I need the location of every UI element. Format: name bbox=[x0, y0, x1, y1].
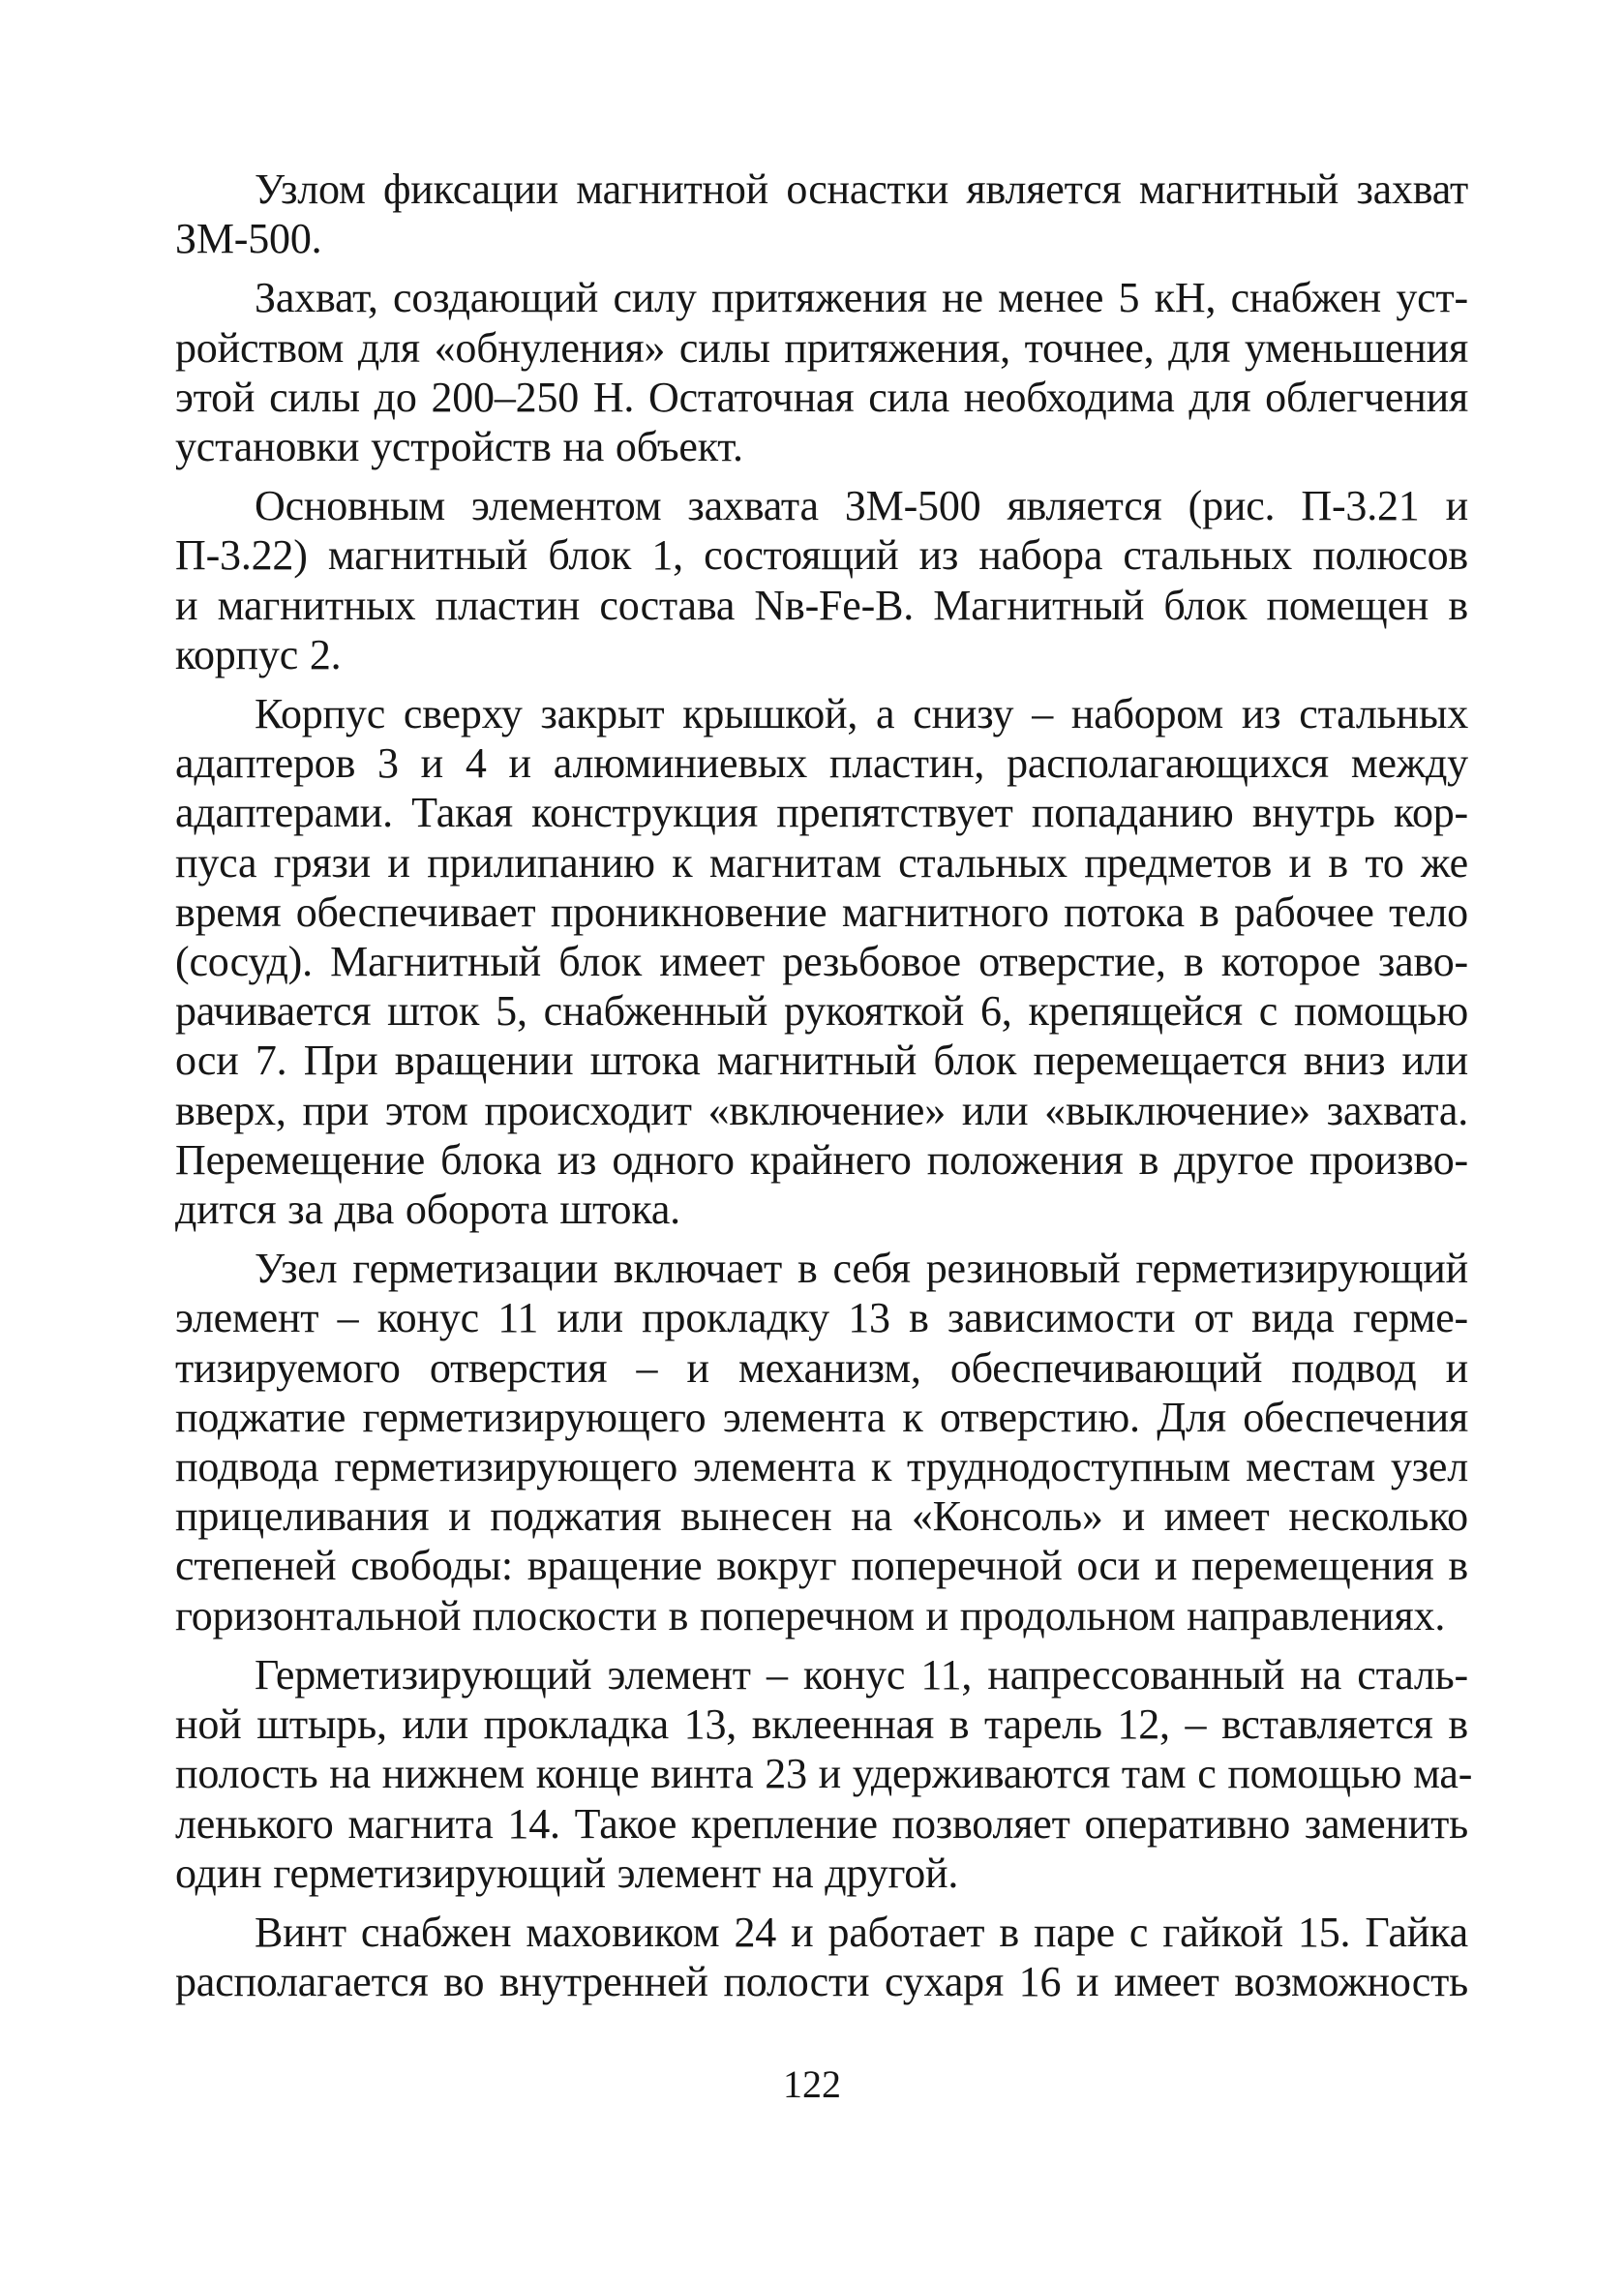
text-line: ЗМ-500. bbox=[175, 215, 322, 263]
text-line: Корпус сверху закрыт крышкой, а снизу – набором из стальных bbox=[255, 690, 1468, 738]
paragraph bbox=[175, 1244, 1468, 1640]
text-line: степеней свободы: вращение вокруг поперечной оси и перемещения в bbox=[175, 1542, 1468, 1590]
text-line: подвода герметизирующего элемента к труднодоступным местам узел bbox=[175, 1443, 1468, 1491]
text-line: оси 7. При вращении штока магнитный блок перемещается вниз или bbox=[175, 1037, 1468, 1085]
text-line: Перемещение блока из одного крайнего положения в другое произво- bbox=[175, 1135, 1468, 1184]
page-body bbox=[175, 165, 1473, 2016]
paragraph bbox=[175, 165, 1468, 263]
text-line: Герметизирующий элемент – конус 11, напрессованный на сталь- bbox=[255, 1650, 1468, 1699]
text-line: поджатие герметизирующего элемента к отверстию. Для обеспечения bbox=[175, 1393, 1468, 1441]
text-line: (сосуд). Магнитный блок имеет резьбовое отверстие, в которое заво- bbox=[175, 938, 1468, 986]
text-line: ройством для «обнуления» силы притяжения, точнее, для уменьшения bbox=[175, 323, 1468, 372]
paragraph bbox=[175, 273, 1468, 471]
text-line: располагается во внутренней полости сухаря 16 и имеет возможность bbox=[175, 1958, 1468, 2006]
text-line: ной штырь, или прокладка 13, вклеенная в тарель 12, – вставляется в bbox=[175, 1700, 1468, 1749]
text-line: прицеливания и поджатия вынесен на «Консоль» и имеет несколько bbox=[175, 1492, 1468, 1541]
text-line: рачивается шток 5, снабженный рукояткой 6, крепящейся с помощью bbox=[175, 987, 1468, 1036]
text-line: Узел герметизации включает в себя резиновый герметизирующий bbox=[255, 1245, 1468, 1293]
text-line: элемент – конус 11 или прокладку 13 в зависимости от вида герме- bbox=[175, 1294, 1468, 1342]
paragraph bbox=[175, 481, 1468, 679]
paragraph bbox=[175, 1650, 1473, 1898]
text-line: этой силы до 200–250 Н. Остаточная сила необходима для облегчения bbox=[175, 373, 1468, 421]
paragraph bbox=[175, 1908, 1468, 2006]
text-line: корпус 2. bbox=[175, 630, 342, 678]
text-line: Захват, создающий силу притяжения не менее 5 кН, снабжен уст- bbox=[255, 274, 1468, 322]
text-line: тизируемого отверстия – и механизм, обеспечивающий подвод и bbox=[175, 1343, 1468, 1392]
text-line: полость на нижнем конце винта 23 и удерживаются там с помощью ма- bbox=[175, 1750, 1473, 1798]
text-line: Винт снабжен маховиком 24 и работает в паре с гайкой 15. Гайка bbox=[255, 1908, 1468, 1956]
text-line: адаптеров 3 и 4 и алюминиевых пластин, располагающихся между bbox=[175, 739, 1468, 788]
text-line: Основным элементом захвата ЗМ-500 является (рис. П-3.21 и bbox=[255, 482, 1468, 530]
text-line: ленького магнита 14. Такое крепление позволяет оперативно заменить bbox=[175, 1799, 1468, 1848]
text-line: горизонтальной плоскости в поперечном и продольном направлениях. bbox=[175, 1591, 1446, 1639]
text-line: вверх, при этом происходит «включение» или «выключение» захвата. bbox=[175, 1086, 1468, 1134]
text-line: Узлом фиксации магнитной оснастки является магнитный захват bbox=[255, 165, 1468, 213]
text-line: адаптерами. Такая конструкция препятствует попаданию внутрь кор- bbox=[175, 789, 1468, 837]
text-line: установки устройств на объект. bbox=[175, 423, 743, 471]
text-line: и магнитных пластин состава Nв-Fe-B. Магнитный блок помещен в bbox=[175, 581, 1468, 629]
text-line: П-3.22) магнитный блок 1, состоящий из набора стальных полюсов bbox=[175, 531, 1468, 580]
text-line: пуса грязи и прилипанию к магнитам стальных предметов и в то же bbox=[175, 838, 1468, 887]
text-line: время обеспечивает проникновение магнитного потока в рабочее тело bbox=[175, 887, 1468, 936]
page-number: 122 bbox=[783, 2062, 841, 2106]
paragraph bbox=[175, 689, 1468, 1234]
text-line: дится за два оборота штока. bbox=[175, 1186, 680, 1234]
text-line: один герметизирующий элемент на другой. bbox=[175, 1849, 959, 1897]
